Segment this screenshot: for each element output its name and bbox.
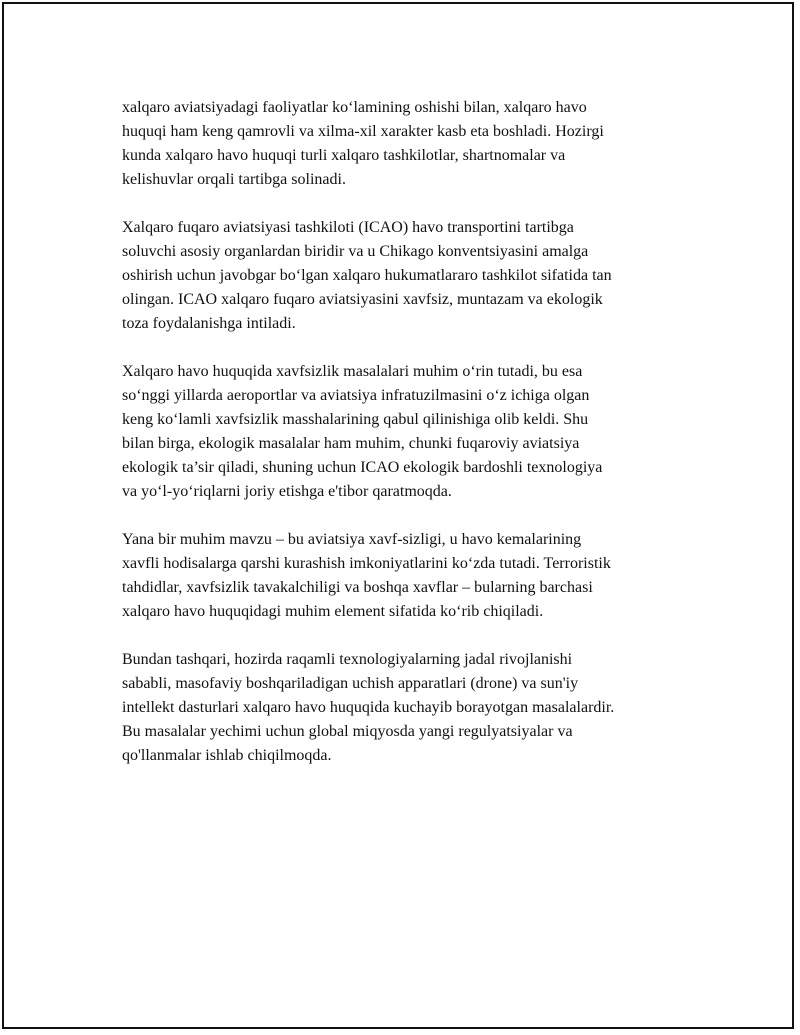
text-line: qo'llanmalar ishlab chiqilmoqda. — [122, 747, 332, 764]
text-line: Bu masalalar yechimi uchun global miqyosda yangi regulyatsiyalar va — [122, 723, 573, 740]
paragraph-5 — [122, 648, 702, 768]
text-line: oshirish uchun javobgar bo‘lgan xalqaro hukumatlararo tashkilot sifatida tan — [122, 267, 612, 284]
text-line: huquqi ham keng qamrovli va xilma-xil xarakter kasb eta boshladi. Hozirgi — [122, 123, 604, 140]
text-line: kunda xalqaro havo huquqi turli xalqaro tashkilotlar, shartnomalar va — [122, 147, 566, 164]
text-line: sababli, masofaviy boshqariladigan uchish apparatlari (drone) va sun'iy — [122, 675, 579, 692]
text-line: keng ko‘lamli xavfsizlik masshalarining qabul qilinishiga olib keldi. Shu — [122, 411, 589, 428]
text-line: soluvchi asosiy organlardan biridir va u Chikago konventsiyasini amalga — [122, 243, 589, 260]
text-line: intellekt dasturlari xalqaro havo huquqida kuchayib borayotgan masalalardir. — [122, 699, 615, 716]
text-line: va yo‘l-yo‘riqlarni joriy etishga e'tibor qaratmoqda. — [122, 483, 452, 500]
text-line: Bundan tashqari, hozirda raqamli texnologiyalarning jadal rivojlanishi — [122, 651, 573, 668]
text-line: ekologik ta’sir qiladi, shuning uchun ICAO ekologik bardoshli texnologiya — [122, 459, 603, 476]
text-line: tahdidlar, xavfsizlik tavakalchiligi va boshqa xavflar – bularning barchasi — [122, 579, 593, 596]
text-line: olingan. ICAO xalqaro fuqaro aviatsiyasini xavfsiz, muntazam va ekologik — [122, 291, 603, 308]
document-page — [2, 2, 794, 1029]
text-line: Xalqaro havo huquqida xavfsizlik masalalari muhim o‘rin tutadi, bu esa — [122, 363, 583, 380]
text-line: kelishuvlar orqali tartibga solinadi. — [122, 171, 346, 188]
document-body — [122, 96, 702, 792]
text-line: so‘nggi yillarda aeroportlar va aviatsiya infratuzilmasini o‘z ichiga olgan — [122, 387, 590, 404]
text-line: toza foydalanishga intiladi. — [122, 315, 296, 332]
paragraph-1 — [122, 96, 702, 192]
paragraph-4 — [122, 528, 702, 624]
text-line: Xalqaro fuqaro aviatsiyasi tashkiloti (ICAO) havo transportini tartibga — [122, 219, 574, 236]
text-line: xavfli hodisalarga qarshi kurashish imkoniyatlarini ko‘zda tutadi. Terroristik — [122, 555, 611, 572]
paragraph-2 — [122, 216, 702, 336]
text-line: bilan birga, ekologik masalalar ham muhim, chunki fuqaroviy aviatsiya — [122, 435, 580, 452]
paragraph-3 — [122, 360, 702, 504]
text-line: xalqaro havo huquqidagi muhim element sifatida ko‘rib chiqiladi. — [122, 603, 544, 620]
text-line: Yana bir muhim mavzu – bu aviatsiya xavf-sizligi, u havo kemalarining — [122, 531, 582, 548]
text-line: xalqaro aviatsiyadagi faoliyatlar ko‘lamining oshishi bilan, xalqaro havo — [122, 99, 587, 116]
